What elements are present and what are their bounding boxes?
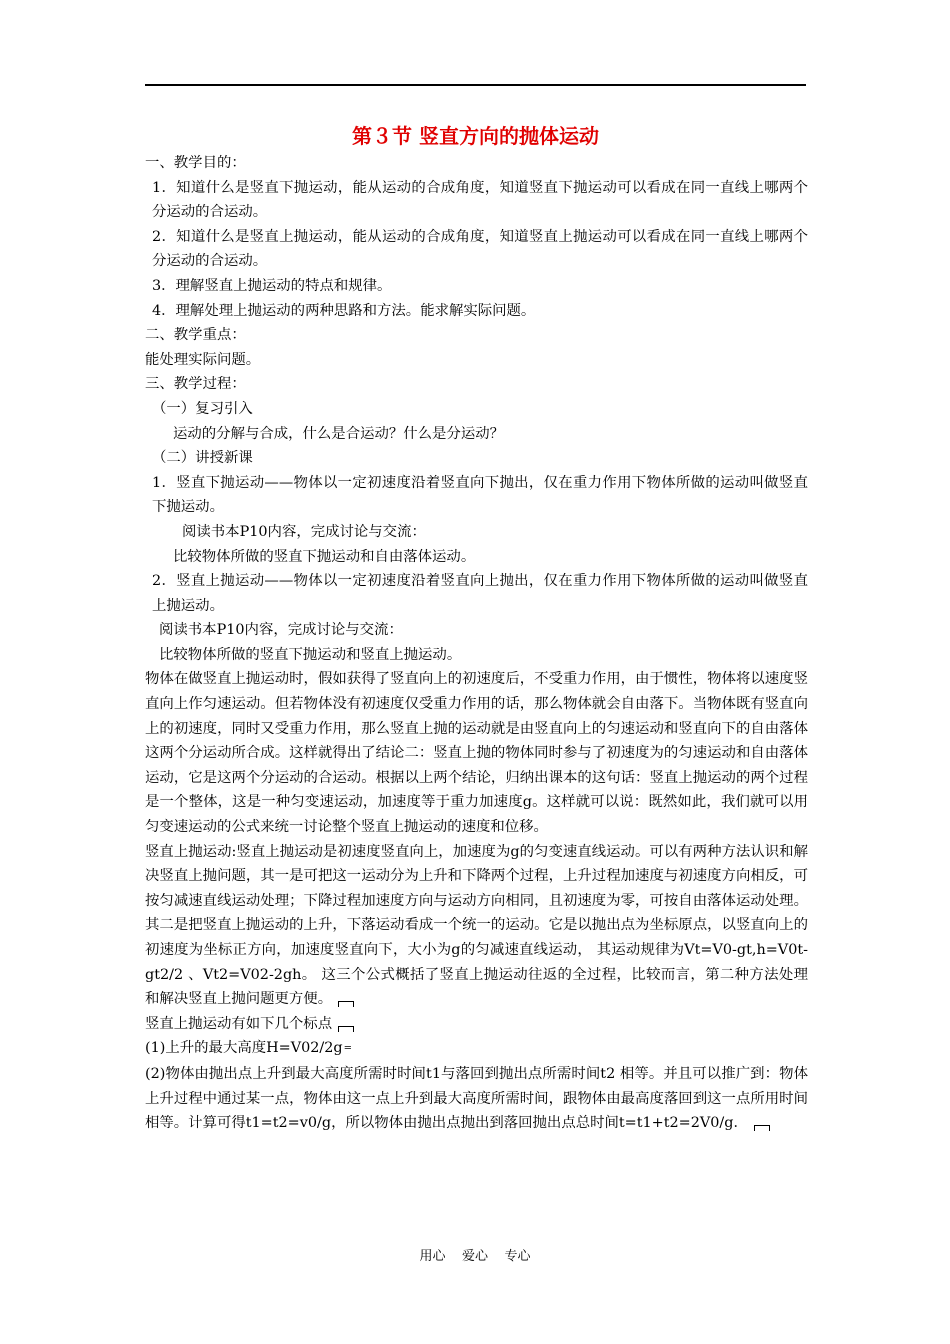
section-heading-key-points: 二、教学重点： — [145, 327, 246, 344]
paragraph-methods-text: 竖直上抛运动:竖直上抛运动是初速度竖直向上，加速度为g的匀变速直线运动。可以有两种方法认识和解决竖直上抛问题，其一是可把这一运动分为上升和下降两个过程，上升过程加速度与初速度方向相反，可按匀减速直线运动处理；下降过程加速度方向与运动方向相同，且初速度为零，可按自由落体运动处理。其二是把竖直上抛运动的上升，下落运动看成一个统一的运动。它是以抛出点为坐标原点，以竖直向上的初速度为坐标正方向，加速度竖直向下，大小为g的匀减速直线运动， 其运动规律为Vt=V0-gt,h=V0t-gt2/2 、Vt2=V02-2gh。 这三个公式概括了竖直上抛运动往返的全过程，比较而言，第二种方法处理和解决竖直上抛问题更方便。 — [145, 843, 808, 1008]
paragraph-mark — [338, 1001, 354, 1007]
max-height-formula — [145, 1036, 808, 1062]
reading-instruction-1: 阅读书本P10内容，完成讨论与交流： — [182, 523, 426, 540]
subsection-new-lesson: （二）讲授新课 — [152, 450, 253, 467]
section-heading-process: 三、教学过程： — [145, 376, 246, 393]
max-height-text: (1)上升的最大高度H=V02/2g — [145, 1040, 343, 1057]
paragraph-methods — [145, 840, 808, 1012]
time-symmetry-text: (2)物体由抛出点上升到最大高度所需时时间t1与落回到抛出点所需时间t2 相等。并且可以推广到：物体上升过程中通过某一点，物体由这一点上升到最大高度所需时间，跟物体由最高度落回到这一点所用时间相等。计算可得t1=t2=v0/g，所以物体由抛出点抛出到落回抛出点总时间t=t1+t2=2V0/g． — [145, 1065, 808, 1132]
formula-mark: = — [343, 1043, 353, 1055]
definition-upward-throw: 2．竖直上抛运动——物体以一定初速度沿着竖直向上抛出，仅在重力作用下物体所做的运动叫做竖直上抛运动。 — [152, 573, 808, 614]
paragraph-mark — [754, 1125, 770, 1131]
time-symmetry-paragraph — [145, 1062, 808, 1136]
key-point-text: 能处理实际问题。 — [145, 351, 261, 368]
comparison-task-1: 比较物体所做的竖直下抛运动和自由落体运动。 — [173, 548, 476, 565]
header-rule — [145, 84, 806, 86]
page-footer: 用心 爱心 专心 — [419, 1249, 531, 1264]
definition-downward-throw: 1．竖直下抛运动——物体以一定初速度沿着竖直向下抛出，仅在重力作用下物体所做的运动叫做竖直下抛运动。 — [152, 474, 808, 516]
objective-4: 4．理解处理上抛运动的两种思路和方法。能求解实际问题。 — [152, 302, 536, 319]
objective-1: 1．知道什么是竖直下抛运动，能从运动的合成角度，知道竖直下抛运动可以看成在同一直线上哪两个分运动的合运动。 — [152, 179, 808, 221]
subsection-review: （一）复习引入 — [152, 400, 253, 417]
section-heading-objectives: 一、教学目的： — [145, 155, 246, 171]
document-body — [145, 151, 808, 1136]
page-title: 第３节 竖直方向的抛体运动 — [352, 124, 599, 148]
reading-instruction-2: 阅读书本P10内容，完成讨论与交流： — [159, 622, 403, 639]
review-question: 运动的分解与合成，什么是合运动？什么是分运动？ — [173, 425, 504, 442]
paragraph-mark — [338, 1026, 354, 1032]
objective-2: 2．知道什么是竖直上抛运动，能从运动的合成角度，知道竖直上抛运动可以看成在同一直线上哪两个分运动的合运动。 — [152, 228, 808, 270]
paragraph-composition: 物体在做竖直上抛运动时，假如获得了竖直向上的初速度后，不受重力作用，由于惯性，物体将以速度竖直向上作匀速运动。但若物体没有初速度仅受重力作用的话，那么物体就会自由落下。当物体既有竖直向上的初速度，同时又受重力作用，那么竖直上抛的运动就是由竖直向上的匀速运动和竖直向下的自由落体这两个分运动所合成。这样就得出了结论二：竖直上抛的物体同时参与了初速度为的匀速运动和自由落体运动，它是这两个分运动的合运动。根据以上两个结论，归纳出课本的这句话：竖直上抛运动的两个过程是一个整体，这是一种匀变速运动，加速度等于重力加速度g。这样就可以说：既然如此，我们就可以用匀变速运动的公式来统一讨论整个竖直上抛运动的速度和位移。 — [145, 671, 808, 836]
comparison-task-2: 比较物体所做的竖直下抛运动和竖直上抛运动。 — [159, 646, 462, 663]
objective-3: 3．理解竖直上抛运动的特点和规律。 — [152, 277, 392, 294]
feature-points-intro — [145, 1012, 808, 1037]
feature-points-text: 竖直上抛运动有如下几个标点 — [145, 1015, 333, 1032]
